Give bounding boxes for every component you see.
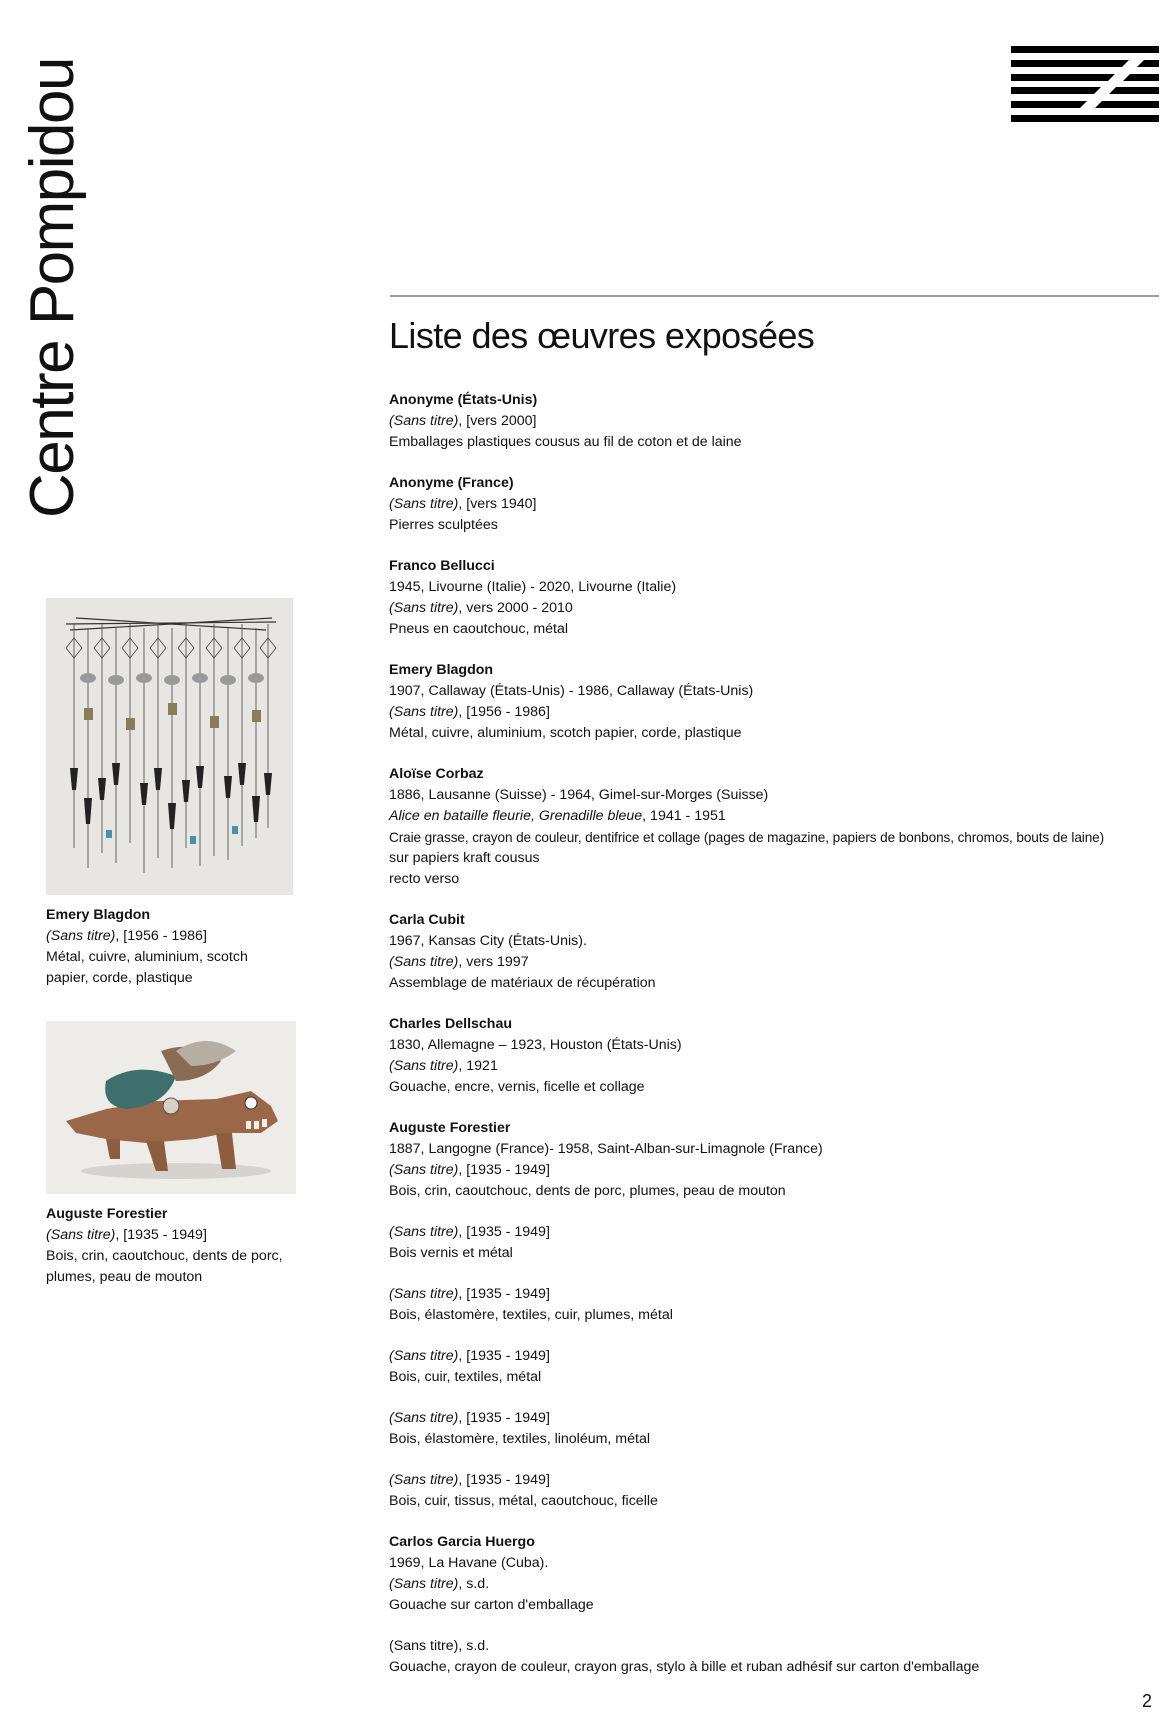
work-entry (389, 1532, 1164, 1616)
work-title: (Sans titre) (389, 1162, 459, 1178)
work-date: , s.d. (458, 1576, 490, 1592)
work-date: , [1935 - 1949] (458, 1286, 550, 1302)
caption-date: , [1935 - 1949] (115, 1227, 207, 1243)
work-entry (389, 1408, 1164, 1450)
work-title-line (389, 494, 1164, 515)
work-medium: sur papiers kraft cousus (389, 850, 540, 866)
work-entry (389, 1222, 1164, 1264)
artist-name: Anonyme (France) (389, 475, 514, 491)
work-date: , [1935 - 1949] (458, 1348, 550, 1364)
caption-title: (Sans titre) (46, 1227, 116, 1243)
work-entry (389, 1014, 1164, 1098)
caption-artist: Emery Blagdon (46, 907, 151, 923)
artist-name: Carlos Garcia Huergo (389, 1534, 535, 1550)
artist-bio: 1886, Lausanne (Suisse) - 1964, Gimel-sur-Morges (Suisse) (389, 787, 769, 803)
work-entry (389, 764, 1164, 890)
artist-name: Anonyme (États-Unis) (389, 392, 538, 408)
work-title: (Sans titre) (389, 704, 459, 720)
work-date: , vers 2000 - 2010 (458, 600, 573, 616)
work-title: (Sans titre) (389, 496, 459, 512)
work-entry (389, 1636, 1164, 1678)
work-medium: Bois, élastomère, textiles, linoléum, métal (389, 1431, 651, 1447)
work-medium: Bois, crin, caoutchouc, dents de porc, plumes, peau de mouton (389, 1183, 786, 1199)
work-entry (389, 1118, 1164, 1202)
work-title-line (389, 598, 1164, 619)
work-title: (Sans titre) (389, 1472, 459, 1488)
artist-name: Franco Bellucci (389, 558, 495, 574)
work-title-line (389, 1470, 1164, 1491)
work-date: , [1956 - 1986] (458, 704, 550, 720)
work-date: , [1935 - 1949] (458, 1472, 550, 1488)
work-title: (Sans titre) (389, 1058, 459, 1074)
work-date: , vers 1997 (458, 954, 529, 970)
work-medium: Métal, cuivre, aluminium, scotch papier, corde, plastique (389, 725, 742, 741)
work-medium: Pneus en caoutchouc, métal (389, 621, 569, 637)
work-medium: Craie grasse, crayon de couleur, dentifrice et collage (pages de magazine, papiers de bonbons, chromos, bouts de laine) (389, 830, 1105, 845)
work-date: , [1935 - 1949] (458, 1162, 550, 1178)
artist-name: Auguste Forestier (389, 1120, 511, 1136)
caption-title-line (46, 1225, 296, 1246)
work-title-line (389, 1222, 1164, 1243)
caption-medium: Bois, crin, caoutchouc, dents de porc, (46, 1248, 283, 1264)
work-title: (Sans titre) (389, 1576, 459, 1592)
work-title: (Sans titre) (389, 413, 459, 429)
artwork-image-blagdon (46, 598, 293, 895)
work-medium: Gouache sur carton d'emballage (389, 1597, 594, 1613)
caption-date: , [1956 - 1986] (115, 928, 207, 944)
work-title-line (389, 1346, 1164, 1367)
work-title-line: (Sans titre), s.d. (389, 1638, 490, 1654)
figure-blagdon (46, 598, 293, 989)
work-medium: recto verso (389, 871, 460, 887)
artist-bio: 1945, Livourne (Italie) - 2020, Livourne (Italie) (389, 579, 677, 595)
page-number: 2 (1142, 1691, 1153, 1711)
work-entry (389, 660, 1164, 744)
work-medium: Bois, élastomère, textiles, cuir, plumes, métal (389, 1307, 673, 1323)
work-title: (Sans titre) (389, 600, 459, 616)
caption-medium: Métal, cuivre, aluminium, scotch (46, 949, 248, 965)
caption-medium: plumes, peau de mouton (46, 1269, 203, 1285)
work-entry (389, 556, 1164, 640)
artist-bio: 1907, Callaway (États-Unis) - 1986, Callaway (États-Unis) (389, 683, 754, 699)
centre-pompidou-logo-icon (1011, 46, 1159, 122)
work-title: (Sans titre) (389, 1286, 459, 1302)
work-title-line (389, 702, 1164, 723)
header-rule (390, 295, 1159, 297)
artist-bio: 1969, La Havane (Cuba). (389, 1555, 549, 1571)
work-date: , [vers 2000] (458, 413, 537, 429)
work-entry (389, 390, 1164, 453)
work-medium: Bois vernis et métal (389, 1245, 513, 1261)
work-title-line (389, 411, 1164, 432)
work-title: (Sans titre) (389, 954, 459, 970)
work-medium: Gouache, crayon de couleur, crayon gras, stylo à bille et ruban adhésif sur carton d'emballage (389, 1659, 980, 1675)
work-title-line (389, 1160, 1164, 1181)
work-date: , [1935 - 1949] (458, 1224, 550, 1240)
work-medium: Emballages plastiques cousus au fil de coton et de laine (389, 434, 742, 450)
artist-name: Carla Cubit (389, 912, 465, 928)
works-list (389, 390, 1164, 1698)
work-title-line (389, 1574, 1164, 1595)
caption-medium: papier, corde, plastique (46, 970, 193, 986)
work-medium: Gouache, encre, vernis, ficelle et collage (389, 1079, 645, 1095)
brand-name: Centre Pompidou (18, 58, 87, 518)
work-title-line (389, 1056, 1164, 1077)
work-title-line (389, 806, 1164, 827)
caption-title: (Sans titre) (46, 928, 116, 944)
artist-bio: 1887, Langogne (France)- 1958, Saint-Alban-sur-Limagnole (France) (389, 1141, 823, 1157)
work-date: , 1921 (458, 1058, 498, 1074)
work-medium: Assemblage de matériaux de récupération (389, 975, 656, 991)
work-medium: Bois, cuir, tissus, métal, caoutchouc, ficelle (389, 1493, 658, 1509)
artwork-image-forestier (46, 1021, 296, 1194)
work-entry (389, 910, 1164, 994)
work-title: Alice en bataille fleurie, Grenadille bleue (389, 808, 643, 824)
brand-vertical-title (18, 43, 88, 518)
work-title: (Sans titre) (389, 1224, 459, 1240)
figure-forestier (46, 1021, 296, 1288)
work-entry (389, 1284, 1164, 1326)
figure-caption-blagdon (46, 905, 293, 989)
work-medium: Pierres sculptées (389, 517, 498, 533)
work-title: (Sans titre) (389, 1410, 459, 1426)
work-entry (389, 473, 1164, 536)
work-date: , 1941 - 1951 (642, 808, 726, 824)
work-title-line (389, 1284, 1164, 1305)
artist-name: Aloïse Corbaz (389, 766, 484, 782)
artist-name: Emery Blagdon (389, 662, 494, 678)
caption-title-line (46, 926, 293, 947)
work-date: , [vers 1940] (458, 496, 537, 512)
work-medium: Bois, cuir, textiles, métal (389, 1369, 542, 1385)
figure-caption-forestier (46, 1204, 296, 1288)
work-title: (Sans titre) (389, 1348, 459, 1364)
artist-name: Charles Dellschau (389, 1016, 513, 1032)
caption-artist: Auguste Forestier (46, 1206, 168, 1222)
work-date: , [1935 - 1949] (458, 1410, 550, 1426)
work-entry (389, 1470, 1164, 1512)
page-title: Liste des œuvres exposées (389, 315, 815, 356)
work-entry (389, 1346, 1164, 1388)
work-title-line (389, 1408, 1164, 1429)
artist-bio: 1967, Kansas City (États-Unis). (389, 933, 587, 949)
artist-bio: 1830, Allemagne – 1923, Houston (États-Unis) (389, 1037, 682, 1053)
work-title-line (389, 952, 1164, 973)
